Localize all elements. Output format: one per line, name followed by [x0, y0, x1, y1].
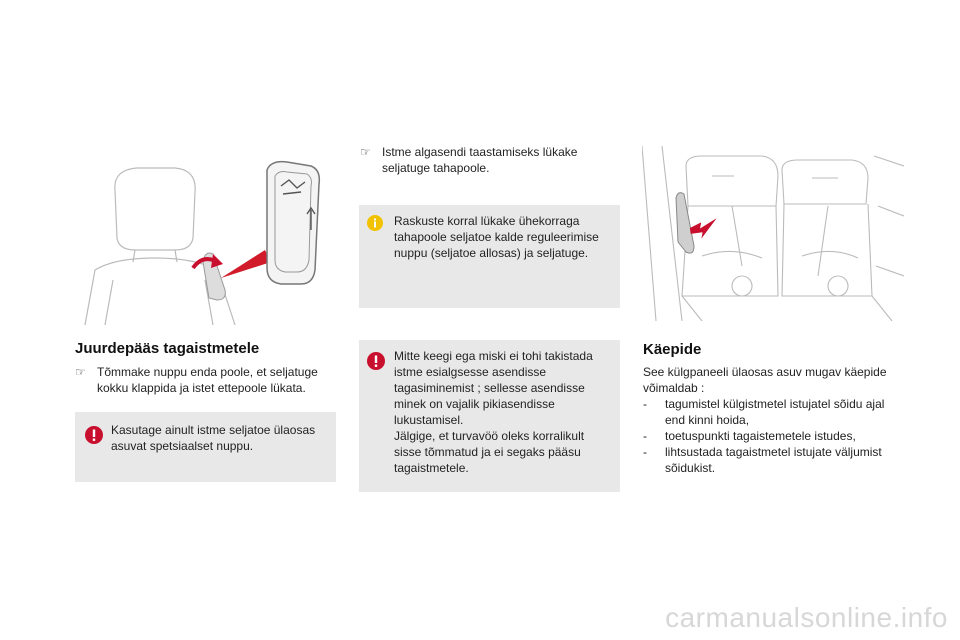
middle-instruction — [360, 144, 610, 176]
bullet-marker-icon: ☞ — [360, 145, 371, 159]
info-icon — [367, 215, 383, 231]
middle-warning-text: Mitte keegi ega miski ei tohi takistada istme esialgsesse asendisse tagasiminemist ; sellesse asendisse minek on vajalik pikiasendisse lukustamisel. Jälgige, et turvavöö oleks korralikult sisse tõmmatud ja ei segaks pääsu tagaistmetele. — [394, 349, 593, 475]
rear-handle-illustration — [642, 146, 904, 321]
right-intro: See külgpaneeli ülaosas asuv mugav käepide võimaldab : — [643, 365, 887, 395]
list-item-text: lihtsustada tagaistmetel istujate väljumist sõidukist. — [665, 445, 882, 475]
list-item — [643, 428, 903, 444]
right-heading: Käepide — [643, 341, 702, 358]
warning-icon — [367, 352, 385, 370]
middle-instruction-text: Istme algasendi taastamiseks lükake seljatuge tahapoole. — [382, 145, 578, 175]
left-warning-text: Kasutage ainult istme seljatoe ülaosas asuvat spetsiaalset nuppu. — [111, 423, 316, 453]
list-item — [643, 396, 903, 428]
list-dash: - — [643, 445, 647, 459]
list-dash: - — [643, 397, 647, 411]
left-warning-box — [75, 412, 336, 482]
headrest-lever-illustration — [75, 150, 335, 325]
bullet-marker-icon: ☞ — [75, 365, 86, 379]
list-item — [643, 444, 903, 476]
middle-info-box — [359, 205, 620, 308]
left-instruction-text: Tõmmake nuppu enda poole, et seljatuge kokku klappida ja istet ettepoole lükata. — [97, 365, 318, 395]
list-item-text: toetuspunkti tagaistemetele istudes, — [665, 429, 856, 443]
left-heading: Juurdepääs tagaistmetele — [75, 340, 260, 357]
watermark: carmanualsonline.info — [665, 602, 948, 633]
left-instruction — [75, 364, 335, 396]
middle-warning-box — [359, 340, 620, 492]
list-item-text: tagumistel külgistmetel istujatel sõidu ajal end kinni hoida, — [665, 397, 885, 427]
middle-info-text: Raskuste korral lükake ühekorraga tahapoole seljatoe kalde reguleerimise nuppu (seljatoe allosas) ja seljatuge. — [394, 214, 599, 260]
warning-icon — [85, 426, 103, 444]
list-dash: - — [643, 429, 647, 443]
